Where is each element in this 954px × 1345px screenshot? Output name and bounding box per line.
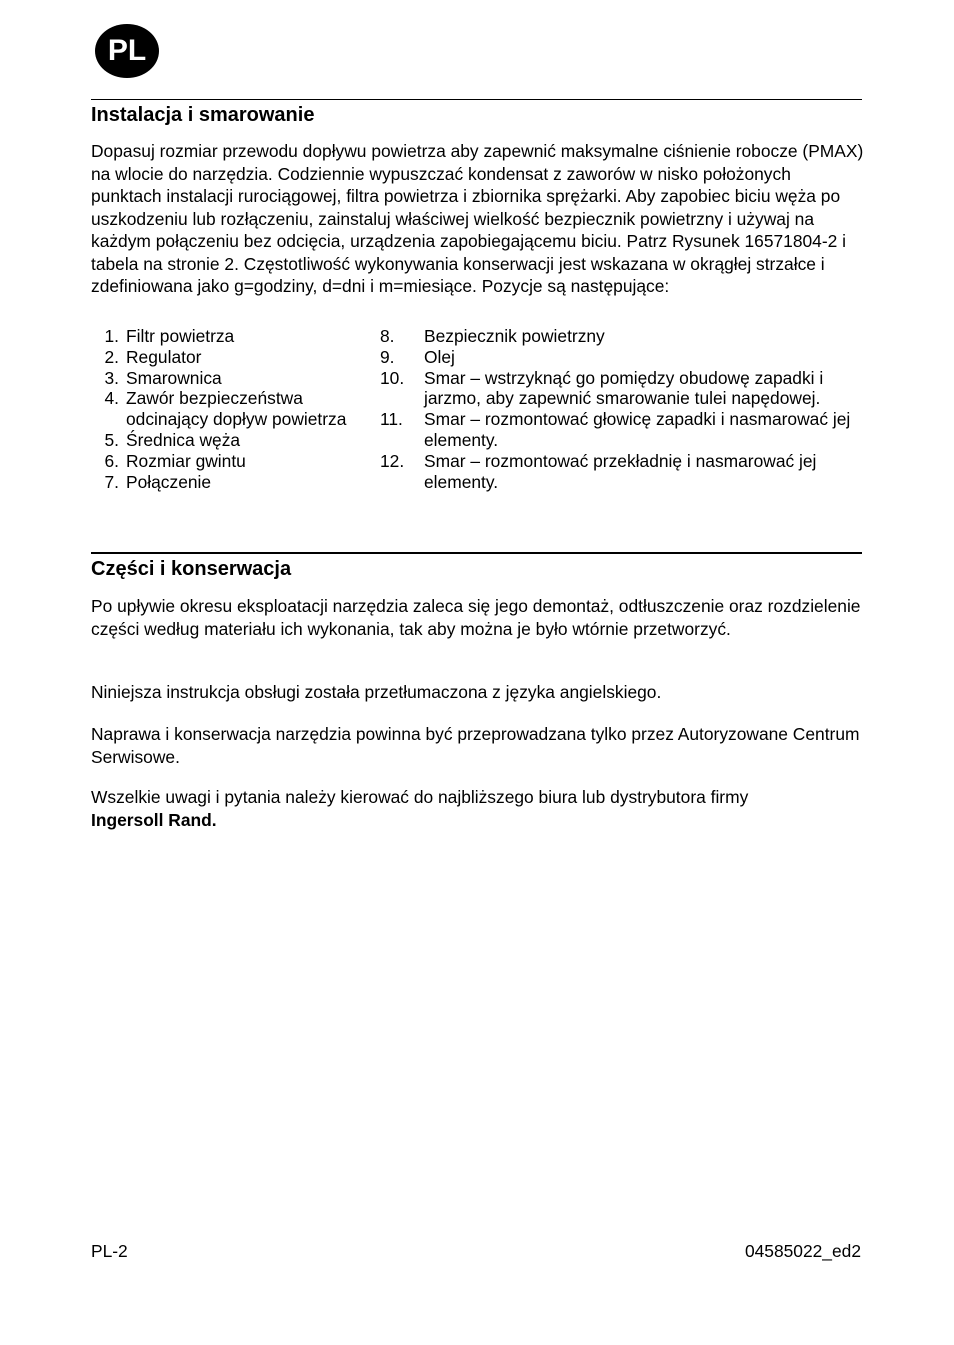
list-item-text: Smar – wstrzyknąć go pomiędzy obudowę zapadki i jarzmo, aby zapewnić smarowanie tulei napędowej. <box>424 367 824 409</box>
list-item <box>91 451 381 472</box>
list-item <box>380 451 870 493</box>
parts-paragraph-contact <box>91 786 866 831</box>
list-item-number: 2. <box>104 346 119 367</box>
list-item-text: Smarownica <box>126 367 222 388</box>
list-item-number: 7. <box>104 471 119 492</box>
page-number: PL-2 <box>91 1241 128 1261</box>
list-item-number: 4. <box>104 388 119 409</box>
list-item-number: 9. <box>380 346 395 367</box>
list-item-number: 3. <box>104 367 119 388</box>
list-item-number: 11. <box>380 409 403 430</box>
list-item <box>380 347 870 368</box>
section-title-parts: Części i konserwacja <box>91 558 292 580</box>
section-divider <box>91 99 862 100</box>
list-item <box>91 472 381 493</box>
parts-paragraph-service: Naprawa i konserwacja narzędzia powinna być przeprowadzana tylko przez Autoryzowane Centrum Serwisowe. <box>91 724 860 767</box>
items-list-right <box>380 326 870 492</box>
contact-text: Wszelkie uwagi i pytania należy kierować do najbliższego biura lub dystrybutora firmy <box>91 787 749 807</box>
section-divider <box>91 552 862 554</box>
section-title-installation: Instalacja i smarowanie <box>91 104 315 126</box>
list-item-number: 6. <box>104 450 119 471</box>
list-item-number: 10. <box>380 367 405 388</box>
parts-paragraph-recycling: Po upływie okresu eksploatacji narzędzia zaleca się jego demontaż, odtłuszczenie oraz rozdzielenie części według materiału ich wykonania, tak aby można je było wtórnie przetworzyć. <box>91 596 861 639</box>
list-item-text: Połączenie <box>126 471 212 492</box>
list-item-text: Zawór bezpieczeństwa odcinający dopływ powietrza <box>126 388 347 430</box>
list-item <box>91 388 381 430</box>
document-id: 04585022_ed2 <box>744 1241 861 1261</box>
list-item-number: 12. <box>380 450 405 471</box>
list-item <box>380 409 870 451</box>
list-item-text: Smar – rozmontować głowicę zapadki i nasmarować jej elementy. <box>424 409 851 450</box>
list-item <box>91 430 381 451</box>
list-item <box>380 368 870 410</box>
list-item-text: Rozmiar gwintu <box>126 450 246 471</box>
list-item-text: Średnica węża <box>126 429 241 450</box>
list-item-text: Filtr powietrza <box>126 326 235 346</box>
parts-paragraph-translation: Niniejsza instrukcja obsługi została przetłumaczona z języka angielskiego. <box>91 682 662 702</box>
items-list-left <box>91 326 381 492</box>
language-badge: PL <box>95 24 159 78</box>
brand-name: Ingersoll Rand. <box>91 809 217 830</box>
list-item-text: Bezpiecznik powietrzny <box>424 326 605 346</box>
list-item-number: 5. <box>104 429 119 450</box>
list-item <box>380 326 870 347</box>
list-item-text: Olej <box>424 346 455 367</box>
list-item <box>91 326 381 347</box>
list-item-number: 8. <box>380 326 395 346</box>
list-item-text: Regulator <box>126 346 202 367</box>
list-item <box>91 347 381 368</box>
list-item <box>91 368 381 389</box>
list-item-text: Smar – rozmontować przekładnię i nasmarować jej elementy. <box>424 450 817 492</box>
list-item-number: 1. <box>104 326 119 346</box>
installation-paragraph: Dopasuj rozmiar przewodu dopływu powietrza aby zapewnić maksymalne ciśnienie robocze (PMAX) na wlocie do narzędzia. Codziennie wypuszczać kondensat z zaworów w nisko położonych punktach instalacji rurociągowej, filtra powietrza i zbiornika sprężarki. Aby zapobiec biciu węża po uszkodzeniu lub rozłączeniu, zainstaluj właściwej wielkość bezpiecznik powietrzny i używaj na każdym połączeniu bez odcięcia, urządzenia zapobiegającemu biciu. Patrz Rysunek 16571804-2 i tabela na stronie 2. Częstotliwość wykonywania konserwacji jest wskazana w okrągłej strzałce i zdefiniowana jako g=godziny, d=dni i m=miesiące. Pozycje są następujące: <box>91 141 864 296</box>
